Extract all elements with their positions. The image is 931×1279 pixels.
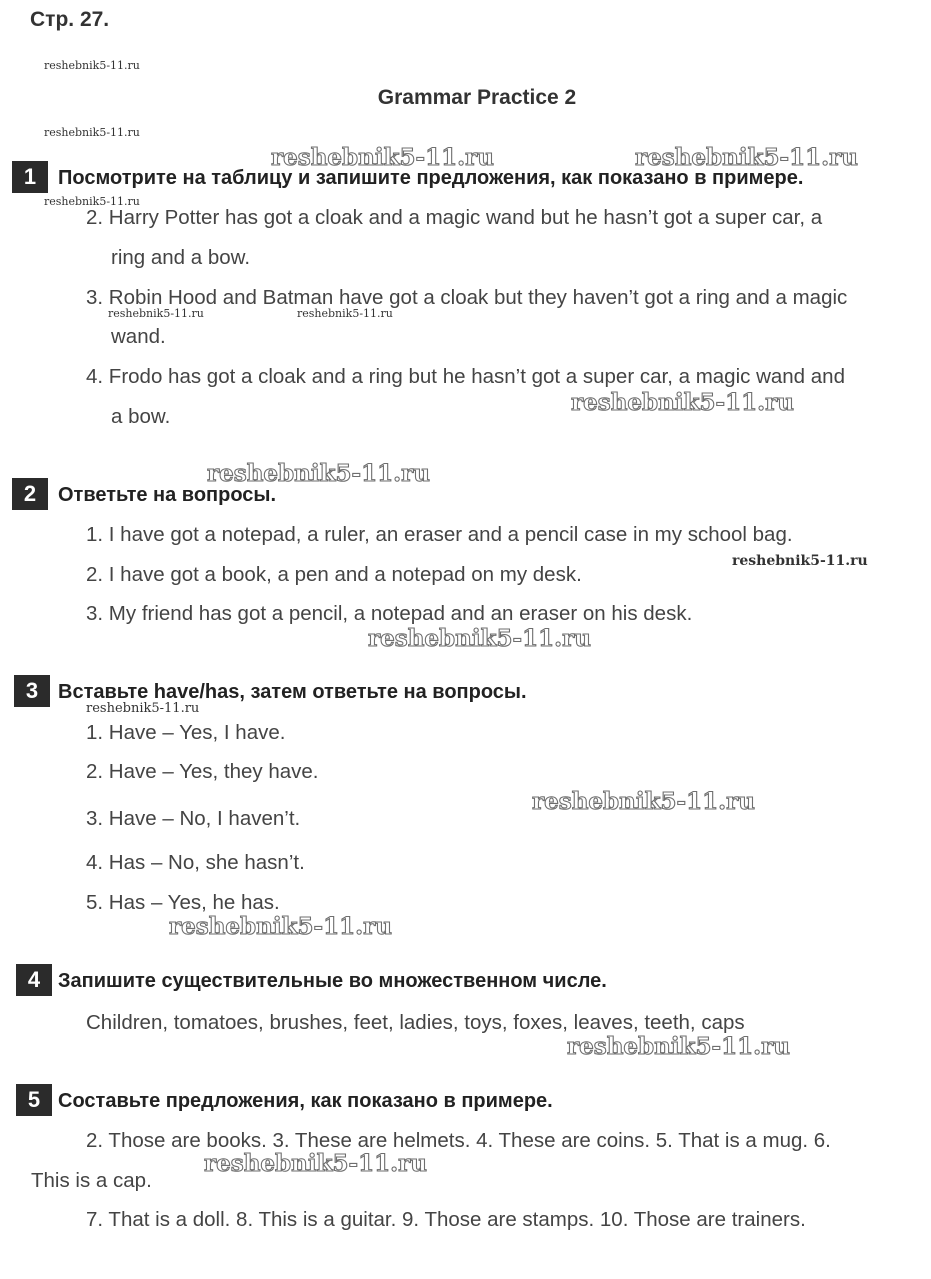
answer-line: 3. Have – No, I haven’t. (86, 807, 301, 830)
answer-line: 2. Have – Yes, they have. (86, 760, 319, 783)
exercise-number-badge: 4 (16, 964, 52, 996)
small-watermark: reshebnik5-11.ru (44, 126, 140, 139)
exercise-instruction: Посмотрите на таблицу и запишите предложения, как показано в примере. (58, 167, 804, 189)
big-watermark: reshebnik5-11.ru (271, 144, 494, 171)
answer-line: This is a cap. (31, 1169, 152, 1192)
exercise-number-badge: 2 (12, 478, 48, 510)
small-watermark: reshebnik5-11.ru (732, 553, 868, 569)
exercise-number-badge: 5 (16, 1084, 52, 1116)
exercise-instruction: Запишите существительные во множественном числе. (58, 970, 607, 992)
answer-line: a bow. (111, 405, 171, 428)
answer-line: Children, tomatoes, brushes, feet, ladies, toys, foxes, leaves, teeth, caps (86, 1011, 745, 1034)
big-watermark: reshebnik5-11.ru (204, 1150, 427, 1177)
small-watermark: reshebnik5-11.ru (44, 59, 140, 72)
exercise-instruction: Вставьте have/has, затем ответьте на вопросы. (58, 681, 527, 703)
exercise-number-badge: 1 (12, 161, 48, 193)
answer-line: 3. My friend has got a pencil, a notepad and an eraser on his desk. (86, 602, 693, 625)
big-watermark: reshebnik5-11.ru (567, 1033, 790, 1060)
answer-line: 1. I have got a notepad, a ruler, an eraser and a pencil case in my school bag. (86, 523, 793, 546)
answer-line: wand. (111, 325, 166, 348)
exercise-number-badge: 3 (14, 675, 50, 707)
big-watermark: reshebnik5-11.ru (532, 788, 755, 815)
answer-line: 2. Those are books. 3. These are helmets. 4. These are coins. 5. That is a mug. 6. (86, 1129, 831, 1152)
page-number: Стр. 27. (30, 8, 110, 31)
small-watermark: reshebnik5-11.ru (297, 307, 393, 320)
big-watermark: reshebnik5-11.ru (169, 913, 392, 940)
big-watermark: reshebnik5-11.ru (368, 625, 591, 652)
answer-line: 1. Have – Yes, I have. (86, 721, 286, 744)
answer-line: 2. Harry Potter has got a cloak and a magic wand but he hasn’t got a super car, a (86, 206, 823, 229)
big-watermark: reshebnik5-11.ru (207, 460, 430, 487)
answer-line: 7. That is a doll. 8. This is a guitar. 9. Those are stamps. 10. Those are trainers. (86, 1208, 806, 1231)
exercise-instruction: Составьте предложения, как показано в примере. (58, 1090, 553, 1112)
exercise-instruction: Ответьте на вопросы. (58, 484, 277, 506)
answer-line: 3. Robin Hood and Batman have got a cloak but they haven’t got a ring and a magic (86, 286, 848, 309)
page-title: Grammar Practice 2 (377, 86, 577, 109)
answer-line: 5. Has – Yes, he has. (86, 891, 280, 914)
small-watermark: reshebnik5-11.ru (86, 701, 200, 716)
answer-line: 4. Has – No, she hasn’t. (86, 851, 305, 874)
big-watermark: reshebnik5-11.ru (635, 144, 858, 171)
big-watermark: reshebnik5-11.ru (571, 389, 794, 416)
answer-line: 4. Frodo has got a cloak and a ring but he hasn’t got a super car, a magic wand and (86, 365, 845, 388)
answer-line: ring and a bow. (111, 246, 251, 269)
small-watermark: reshebnik5-11.ru (108, 307, 204, 320)
answer-line: 2. I have got a book, a pen and a notepad on my desk. (86, 563, 582, 586)
small-watermark: reshebnik5-11.ru (44, 195, 140, 208)
